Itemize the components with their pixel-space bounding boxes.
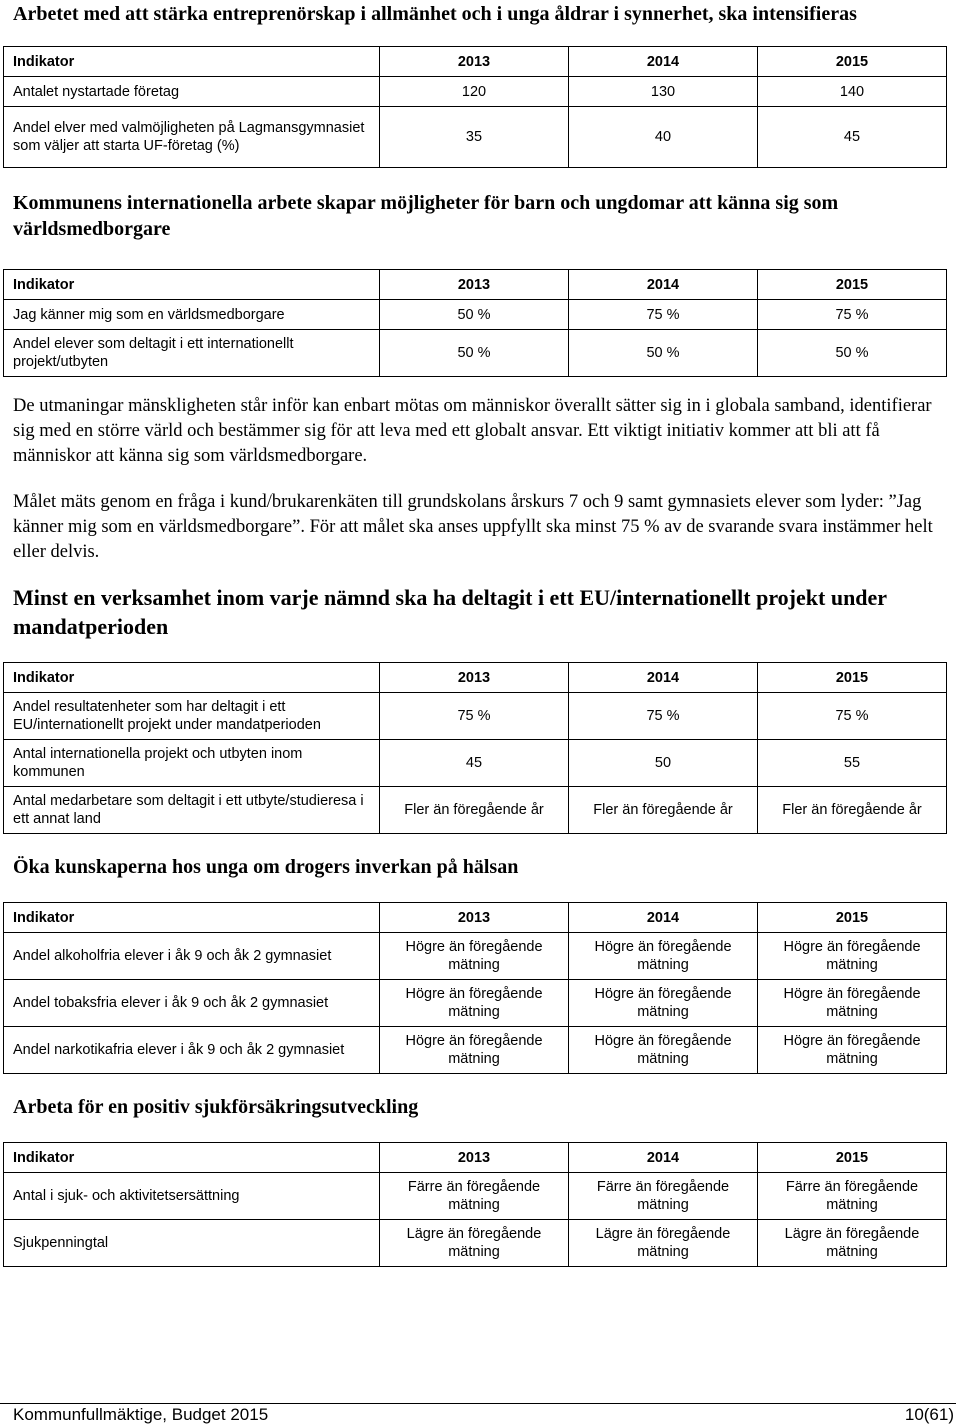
header-2015: 2015 [758, 663, 947, 693]
cell-2014: Högre än föregående mätning [569, 980, 758, 1027]
header-2015: 2015 [758, 47, 947, 77]
table-header-row [4, 270, 947, 300]
cell-2015: 75 % [758, 300, 947, 330]
heading-eu-project: Minst en verksamhet inom varje nämnd ska ha deltagit i ett EU/internationellt projekt under mandatperioden [13, 585, 887, 639]
heading-international-work: Kommunens internationella arbete skapar möjligheter för barn och ungdomar att känna sig som världsmedborgare [13, 192, 839, 240]
header-2014: 2014 [569, 1143, 758, 1173]
cell-2015: 50 % [758, 330, 947, 377]
cell-2014: 130 [569, 77, 758, 107]
table-row [4, 693, 947, 740]
cell-2014: Fler än föregående år [569, 787, 758, 834]
row-label: Jag känner mig som en världsmedborgare [4, 300, 380, 330]
cell-2013: 35 [380, 107, 569, 168]
cell-2014: Högre än föregående mätning [569, 933, 758, 980]
header-2015: 2015 [758, 270, 947, 300]
header-2014: 2014 [569, 270, 758, 300]
indicator-table-eu-projects [3, 662, 947, 834]
header-2014: 2014 [569, 903, 758, 933]
row-label: Antal i sjuk- och aktivitetsersättning [4, 1173, 380, 1220]
cell-2014: 50 % [569, 330, 758, 377]
header-indikator: Indikator [4, 270, 380, 300]
header-2013: 2013 [380, 270, 569, 300]
table-row [4, 787, 947, 834]
cell-2015: Fler än föregående år [758, 787, 947, 834]
cell-2014: 50 [569, 740, 758, 787]
footer-document-title: Kommunfullmäktige, Budget 2015 [13, 1405, 269, 1424]
page-footer [0, 1403, 956, 1425]
cell-2013: 75 % [380, 693, 569, 740]
indicator-table-entrepreneurship [3, 46, 947, 168]
cell-2013: 50 % [380, 330, 569, 377]
header-indikator: Indikator [4, 47, 380, 77]
cell-2015: Högre än föregående mätning [758, 1027, 947, 1074]
indicator-table-drug-free [3, 902, 947, 1074]
header-2013: 2013 [380, 903, 569, 933]
cell-2015: Färre än föregående mätning [758, 1173, 947, 1220]
table-header-row [4, 47, 947, 77]
header-indikator: Indikator [4, 1143, 380, 1173]
paragraph-global-responsibility: De utmaningar mänskligheten står inför kan enbart mötas om människor överallt sätter sig in i globala samband, identifierar sig med en större värld och bestämmer sig för att leva med ett globalt ansvar. Ett viktigt initiativ kommer att bli att få människor att känna sig som världsmedborgare. [13, 396, 932, 466]
cell-2013: Högre än föregående mätning [380, 933, 569, 980]
row-label: Andel alkoholfria elever i åk 9 och åk 2 gymnasiet [4, 933, 380, 980]
cell-2015: Högre än föregående mätning [758, 980, 947, 1027]
table-row [4, 740, 947, 787]
row-label: Antal internationella projekt och utbyten inom kommunen [4, 740, 380, 787]
row-label: Andel resultatenheter som har deltagit i ett EU/internationellt projekt under mandatperioden [4, 693, 380, 740]
cell-2014: 40 [569, 107, 758, 168]
indicator-table-world-citizen [3, 269, 947, 377]
cell-2014: Högre än föregående mätning [569, 1027, 758, 1074]
table-row [4, 77, 947, 107]
cell-2013: Färre än föregående mätning [380, 1173, 569, 1220]
cell-2013: Lägre än föregående mätning [380, 1220, 569, 1267]
cell-2015: 45 [758, 107, 947, 168]
heading-drug-knowledge: Öka kunskaperna hos unga om drogers inverkan på hälsan [13, 856, 519, 878]
row-label: Andel tobaksfria elever i åk 9 och åk 2 gymnasiet [4, 980, 380, 1027]
cell-2013: Fler än föregående år [380, 787, 569, 834]
table-header-row [4, 903, 947, 933]
table-row [4, 1027, 947, 1074]
cell-2013: 50 % [380, 300, 569, 330]
cell-2014: 75 % [569, 693, 758, 740]
table-row [4, 107, 947, 168]
cell-2013: Högre än föregående mätning [380, 980, 569, 1027]
table-row [4, 980, 947, 1027]
indicator-table-sick-insurance [3, 1142, 947, 1267]
header-2013: 2013 [380, 1143, 569, 1173]
footer-page-number: 10(61) [904, 1405, 954, 1424]
header-2014: 2014 [569, 663, 758, 693]
header-2013: 2013 [380, 663, 569, 693]
table-row [4, 1220, 947, 1267]
table-header-row [4, 1143, 947, 1173]
row-label: Andel narkotikafria elever i åk 9 och åk 2 gymnasiet [4, 1027, 380, 1074]
cell-2014: Lägre än föregående mätning [569, 1220, 758, 1267]
row-label: Andel elever som deltagit i ett internationellt projekt/utbyten [4, 330, 380, 377]
cell-2013: 120 [380, 77, 569, 107]
cell-2015: Högre än föregående mätning [758, 933, 947, 980]
header-2015: 2015 [758, 1143, 947, 1173]
header-2014: 2014 [569, 47, 758, 77]
header-indikator: Indikator [4, 663, 380, 693]
paragraph-measurement: Målet mäts genom en fråga i kund/brukarenkäten till grundskolans årskurs 7 och 9 samt gymnasiets elever som lyder: ”Jag känner mig som en världsmedborgare”. För att målet ska anses uppfyllt ska minst 75 % av de svarande svara instämmer helt eller delvis. [13, 492, 933, 562]
heading-entrepreneurship: Arbetet med att stärka entreprenörskap i allmänhet och i unga åldrar i synnerhet, ska intensifieras [13, 3, 857, 25]
table-row [4, 330, 947, 377]
cell-2015: 75 % [758, 693, 947, 740]
header-2013: 2013 [380, 47, 569, 77]
row-label: Sjukpenningtal [4, 1220, 380, 1267]
row-label: Andel elver med valmöjligheten på Lagmansgymnasiet som väljer att starta UF-företag (%) [4, 107, 380, 168]
row-label: Antal medarbetare som deltagit i ett utbyte/studieresa i ett annat land [4, 787, 380, 834]
cell-2013: Högre än föregående mätning [380, 1027, 569, 1074]
table-row [4, 300, 947, 330]
cell-2013: 45 [380, 740, 569, 787]
cell-2014: 75 % [569, 300, 758, 330]
cell-2015: Lägre än föregående mätning [758, 1220, 947, 1267]
header-indikator: Indikator [4, 903, 380, 933]
heading-sick-insurance: Arbeta för en positiv sjukförsäkringsutveckling [13, 1096, 419, 1118]
header-2015: 2015 [758, 903, 947, 933]
cell-2015: 140 [758, 77, 947, 107]
cell-2015: 55 [758, 740, 947, 787]
table-row [4, 933, 947, 980]
table-row [4, 1173, 947, 1220]
cell-2014: Färre än föregående mätning [569, 1173, 758, 1220]
table-header-row [4, 663, 947, 693]
row-label: Antalet nystartade företag [4, 77, 380, 107]
